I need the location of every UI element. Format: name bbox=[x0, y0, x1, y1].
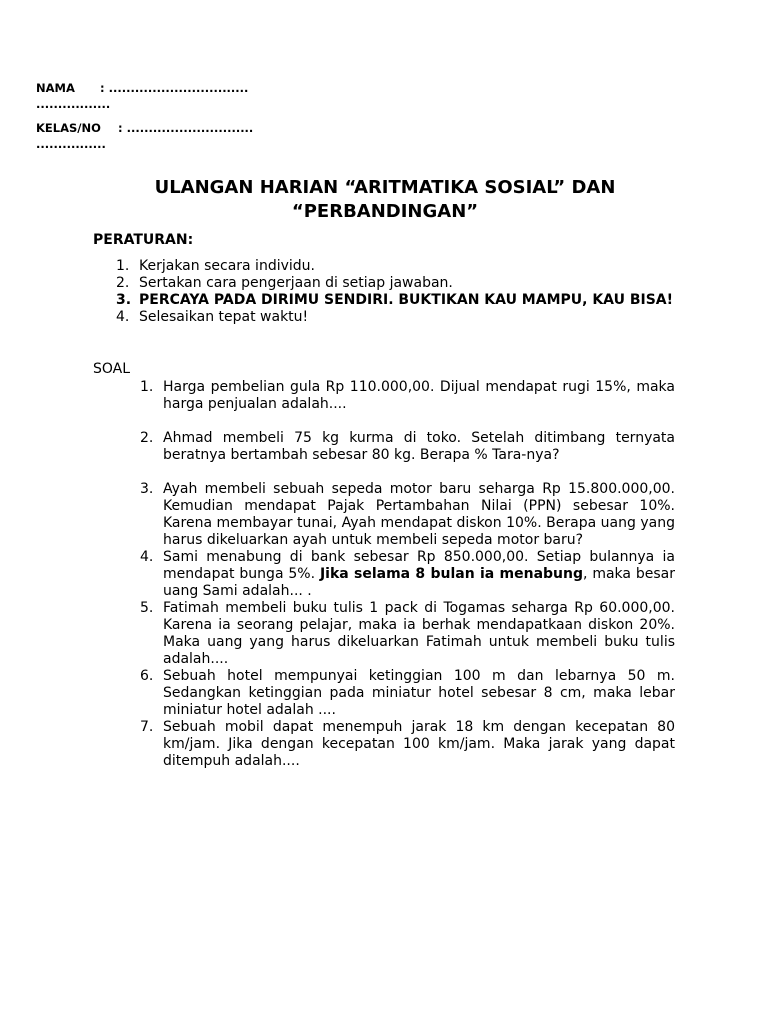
question-item bbox=[140, 600, 675, 668]
question-number: 3. bbox=[140, 481, 154, 497]
rule-item bbox=[116, 275, 674, 292]
rule-text: PERCAYA PADA DIRIMU SENDIRI. BUKTIKAN KAU MAMPU, KAU BISA! bbox=[139, 292, 674, 308]
question-text: Ahmad membeli 75 kg kurma di toko. Setelah ditimbang ternyata beratnya bertambah sebesar 80 kg. Berapa % Tara-nya? bbox=[163, 430, 675, 463]
title-line-2: “PERBANDINGAN” bbox=[291, 201, 479, 222]
question-number: 2. bbox=[140, 430, 154, 446]
rule-text: Kerjakan secara individu. bbox=[139, 258, 315, 274]
page-title bbox=[90, 176, 680, 224]
question-number: 4. bbox=[140, 549, 154, 565]
rule-number: 1. bbox=[116, 258, 130, 274]
rule-number: 3. bbox=[116, 292, 132, 308]
rule-number: 2. bbox=[116, 275, 130, 291]
kelas-dots-line1: : ............................. bbox=[118, 121, 254, 135]
rules-list bbox=[116, 258, 674, 326]
rule-text: Selesaikan tepat waktu! bbox=[139, 309, 309, 325]
question-text-bold: Jika selama 8 bulan ia menabung bbox=[319, 566, 584, 582]
question-text: Fatimah membeli buku tulis 1 pack di Togamas seharga Rp 60.000,00. Karena ia seorang pelajar, maka ia berhak mendapatkaan diskon 20%. Maka uang yang harus dikeluarkan Fatimah untuk membeli buku tulis adalah.... bbox=[163, 600, 675, 667]
question-item bbox=[140, 719, 675, 770]
question-item bbox=[140, 549, 676, 600]
question-number: 5. bbox=[140, 600, 154, 616]
question-item bbox=[140, 430, 675, 464]
question-text-part-b: , maka besar uang Sami adalah... . bbox=[163, 566, 676, 599]
rule-number: 4. bbox=[116, 309, 130, 325]
question-text: Harga pembelian gula Rp 110.000,00. Dijual mendapat rugi 15%, maka harga penjualan adalah.... bbox=[163, 379, 675, 412]
question-item bbox=[140, 481, 675, 549]
rules-heading: PERATURAN: bbox=[93, 232, 194, 248]
question-text-part-a: Sami menabung di bank sebesar Rp 850.000,00. Setiap bulannya ia mendapat bunga 5%. bbox=[163, 549, 675, 582]
nama-dots-line1: : ................................ bbox=[100, 81, 249, 95]
title-line-1: ULANGAN HARIAN “ARITMATIKA SOSIAL” DAN bbox=[154, 177, 616, 198]
question-number: 6. bbox=[140, 668, 154, 684]
rule-item bbox=[116, 292, 674, 309]
soal-heading: SOAL bbox=[93, 361, 131, 377]
question-number: 7. bbox=[140, 719, 154, 735]
question-item bbox=[140, 379, 675, 413]
rule-item bbox=[116, 309, 674, 326]
rule-item bbox=[116, 258, 674, 275]
kelas-field bbox=[36, 120, 253, 152]
rule-text: Sertakan cara pengerjaan di setiap jawaban. bbox=[139, 275, 453, 291]
kelas-dots-line2: ................ bbox=[36, 137, 106, 151]
question-text: Sebuah hotel mempunyai ketinggian 100 m dan lebarnya 50 m. Sedangkan ketinggian pada miniatur hotel sebesar 8 cm, maka lebar miniatur hotel adalah .... bbox=[163, 668, 675, 718]
kelas-label: KELAS/NO bbox=[36, 121, 101, 135]
question-list bbox=[140, 379, 676, 770]
nama-label: NAMA bbox=[36, 81, 75, 95]
nama-dots-line2: ................. bbox=[36, 97, 111, 111]
question-number: 1. bbox=[140, 379, 154, 395]
question-text: Ayah membeli sebuah sepeda motor baru seharga Rp 15.800.000,00. Kemudian mendapat Pajak Pertambahan Nilai (PPN) sebesar 10%. Karena membayar tunai, Ayah mendapat diskon 10%. Berapa uang yang harus dikeluarkan ayah untuk membeli sepeda motor baru? bbox=[163, 481, 675, 548]
question-text: Sebuah mobil dapat menempuh jarak 18 km dengan kecepatan 80 km/jam. Jika dengan kecepatan 100 km/jam. Maka jarak yang dapat ditempuh adalah.... bbox=[163, 719, 675, 769]
nama-field bbox=[36, 80, 248, 112]
question-item bbox=[140, 668, 675, 719]
